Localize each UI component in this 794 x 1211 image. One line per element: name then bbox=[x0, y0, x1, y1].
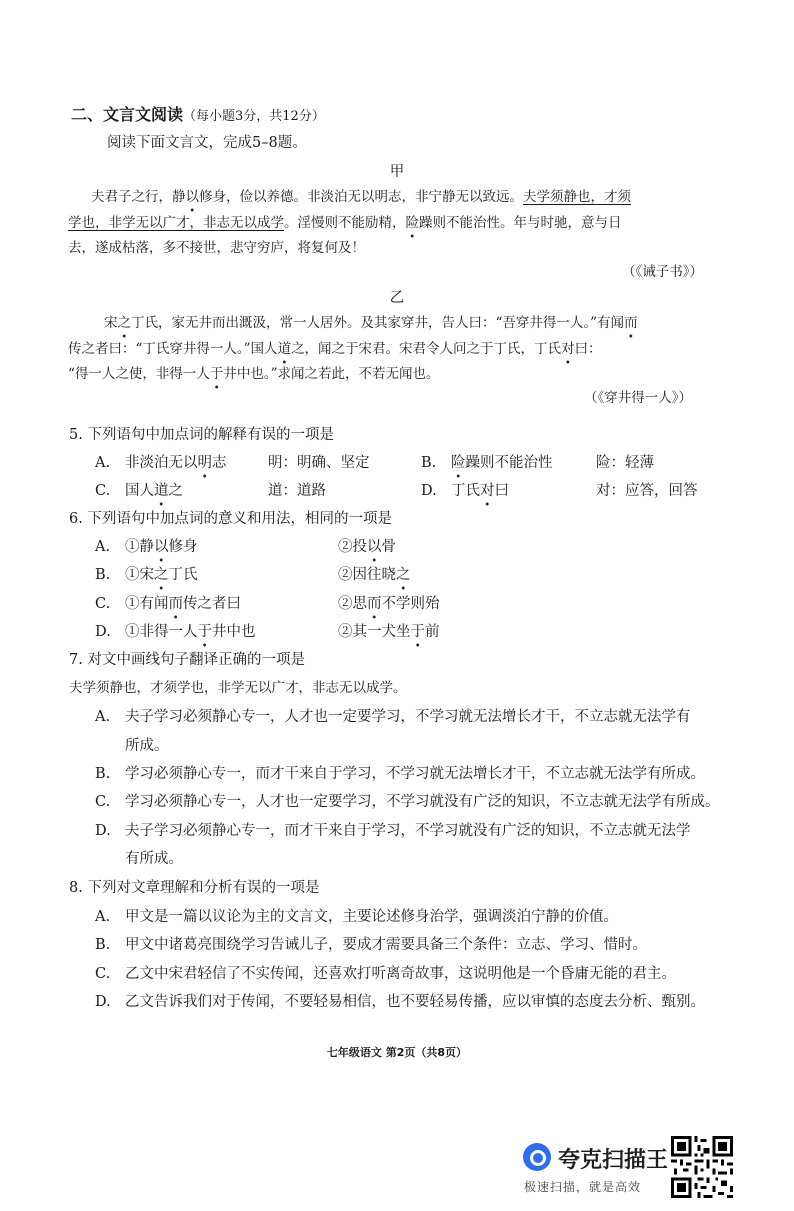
q8-option-a: A. 甲文是一篇以议论为主的文言文，主要论述修身治学，强调淡泊宁静的价值。 bbox=[95, 909, 618, 925]
passage-b-line-2: 传之者曰：“丁氏穿井得一人。”国人道之，闻之于宋君。宋君令人问之于丁氏，丁氏对曰： bbox=[68, 341, 602, 357]
q6-option-c-2: ②思而不学则殆 bbox=[338, 596, 440, 612]
q6-option-d-2: ②其一犬坐于前 bbox=[338, 624, 440, 640]
scanner-slogan: 极速扫描，就是高效 bbox=[524, 1180, 642, 1194]
passage-b-source: （《穿井得一人》） bbox=[584, 390, 692, 406]
q5-option-d: D. 丁氏对曰 bbox=[421, 483, 509, 499]
q6-option-a-2: ②投以骨 bbox=[338, 539, 396, 555]
instruction: 阅读下面文言文，完成5–8题。 bbox=[107, 135, 307, 151]
q7-stem: 7. 对文中画线句子翻译正确的一项是 bbox=[69, 652, 305, 668]
q6-option-b-2: ②因往晓之 bbox=[338, 567, 411, 583]
q7-option-d: D. 夫子学习必须静心专一，而才干来自于学习，不学习就没有广泛的知识，不立志就无法学 bbox=[95, 823, 691, 839]
q8-option-d: D. 乙文告诉我们对于传闻，不要轻易相信，也不要轻易传播，应以审慎的态度去分析、甄别。 bbox=[95, 994, 705, 1010]
passage-a-line-1: 夫君子之行，静以修身，俭以养德。非淡泊无以明志，非宁静无以致远。夫学须静也，才须 bbox=[91, 189, 631, 205]
scanner-logo-icon bbox=[523, 1143, 551, 1171]
q5-option-b-explanation: 险：轻薄 bbox=[596, 455, 654, 471]
q7-option-c: C. 学习必须静心专一，人才也一定要学习，不学习就没有广泛的知识，不立志就无法学有所成。 bbox=[95, 794, 720, 810]
q8-option-b: B. 甲文中诸葛亮围绕学习告诫儿子，要成才需要具备三个条件：立志、学习、惜时。 bbox=[95, 937, 647, 953]
q7-option-a: A. 夫子学习必须静心专一，人才也一定要学习，不学习就无法增长才干，不立志就无法学有 bbox=[95, 709, 691, 725]
q5-option-d-explanation: 对：应答，回答 bbox=[596, 483, 698, 499]
q7-quote: 夫学须静也，才须学也，非学无以广才，非志无以成学。 bbox=[69, 680, 407, 696]
q7-option-a-cont: 所成。 bbox=[125, 738, 169, 754]
qr-code-icon bbox=[671, 1136, 733, 1198]
section-title: 二、文言文阅读 bbox=[71, 105, 184, 124]
page-footer: 七年级语文 第2页（共8页） bbox=[326, 1046, 468, 1059]
q6-option-b: B. ①宋之丁氏 bbox=[95, 567, 198, 583]
q5-option-c-explanation: 道：道路 bbox=[268, 483, 326, 499]
passage-b-line-3: “得一人之使，非得一人于井中也。”求闻之若此，不若无闻也。 bbox=[68, 366, 440, 382]
q5-option-a-explanation: 明：明确、坚定 bbox=[268, 455, 370, 471]
passage-a-source: （《诫子书》） bbox=[622, 264, 703, 280]
passage-a-line-3: 去，遂成枯落，多不接世，悲守穷庐，将复何及！ bbox=[68, 240, 365, 256]
q5-stem: 5. 下列语句中加点词的解释有误的一项是 bbox=[69, 427, 334, 443]
q5-option-c: C. 国人道之 bbox=[95, 483, 183, 499]
q6-option-a: A. ①静以修身 bbox=[95, 539, 198, 555]
underlined-sentence-part-2: 学也，非学无以广才，非志无以成学 bbox=[68, 215, 284, 231]
q6-option-d: D. ①非得一人于井中也 bbox=[95, 624, 256, 640]
q6-option-c: C. ①有闻而传之者曰 bbox=[95, 596, 241, 612]
underlined-sentence-part-1: 夫学须静也，才须 bbox=[523, 189, 631, 205]
scanner-brand: 夸克扫描王 bbox=[558, 1148, 669, 1173]
passage-b-line-1: 宋之丁氏，家无井而出溉汲，常一人居外。及其家穿井，告人曰：“吾穿井得一人。”有闻而 bbox=[104, 315, 638, 331]
q7-option-d-cont: 有所成。 bbox=[125, 851, 183, 867]
q8-stem: 8. 下列对文章理解和分析有误的一项是 bbox=[69, 880, 320, 896]
section-note: （每小题3分，共12分） bbox=[183, 109, 325, 124]
passage-a-heading: 甲 bbox=[389, 164, 405, 180]
passage-b-heading: 乙 bbox=[389, 290, 405, 306]
section-header bbox=[71, 102, 325, 125]
q5-option-a: A. 非淡泊无以明志 bbox=[95, 455, 227, 471]
q7-option-b: B. 学习必须静心专一，而才干来自于学习，不学习就无法增长才干，不立志就无法学有所成。 bbox=[95, 766, 705, 782]
passage-a-line-2: 学也，非学无以广才，非志无以成学。淫慢则不能励精，险躁则不能治性。年与时驰，意与日 bbox=[68, 215, 622, 231]
q8-option-c: C. 乙文中宋君轻信了不实传闻，还喜欢打听离奇故事，这说明他是一个昏庸无能的君主。 bbox=[95, 966, 676, 982]
q5-option-b: B. 险躁则不能治性 bbox=[421, 455, 553, 471]
q6-stem: 6. 下列语句中加点词的意义和用法，相同的一项是 bbox=[69, 511, 392, 527]
